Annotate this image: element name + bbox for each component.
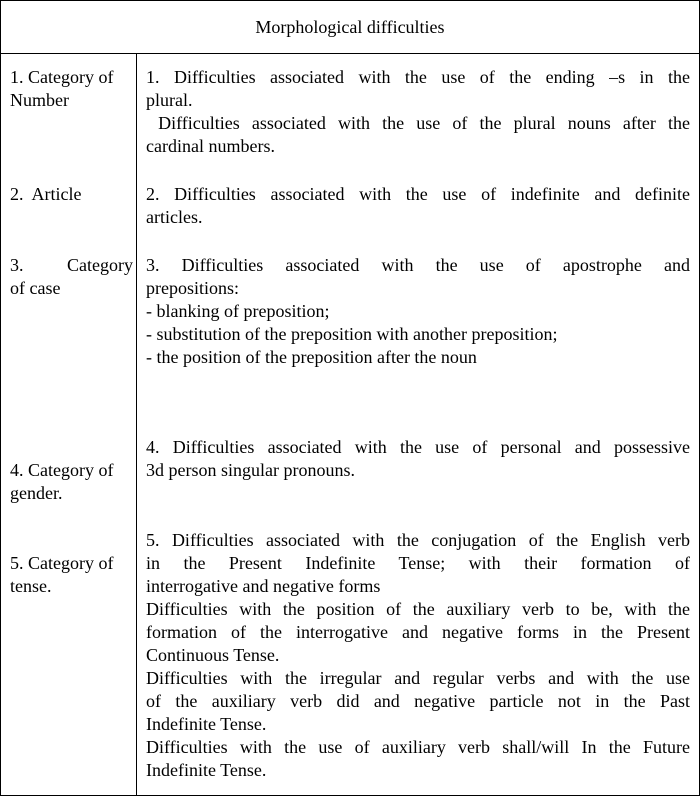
- description-line: - blanking of preposition;: [146, 301, 330, 321]
- category-line: 1. Category of: [10, 67, 114, 87]
- description-line: prepositions:: [146, 278, 239, 298]
- category-line: 5. Category of: [10, 553, 114, 573]
- description-line: 3. Difficulties associated with the use of apostrophe and: [146, 255, 690, 275]
- description-line: Difficulties with the irregular and regular verbs and with the use: [146, 668, 690, 688]
- table-title: Morphological difficulties: [255, 17, 445, 37]
- description-line: cardinal numbers.: [146, 136, 275, 156]
- category-cell: [10, 183, 133, 206]
- table-border-left: [0, 0, 1, 796]
- description-line: plural.: [146, 90, 193, 110]
- description-line: 2. Difficulties associated with the use of indefinite and definite: [146, 184, 690, 204]
- description-cell: [146, 436, 690, 482]
- description-line: - the position of the preposition after the noun: [146, 347, 477, 367]
- description-line: 1. Difficulties associated with the use of the ending –s in the: [146, 67, 690, 87]
- description-cell: [146, 529, 690, 782]
- column-divider: [136, 54, 137, 796]
- description-line: in the Present Indefinite Tense; with their formation of: [146, 553, 690, 573]
- description-line: - substitution of the preposition with another preposition;: [146, 324, 558, 344]
- category-line: of case: [10, 278, 61, 298]
- description-line: Difficulties associated with the use of the plural nouns after the: [146, 113, 690, 133]
- category-cell: [10, 552, 133, 598]
- description-line: articles.: [146, 207, 203, 227]
- description-line: Indefinite Tense.: [146, 714, 267, 734]
- category-cell: [10, 66, 133, 112]
- category-cell: [10, 459, 133, 505]
- category-line: gender.: [10, 483, 63, 503]
- category-line: tense.: [10, 576, 52, 596]
- description-cell: [146, 66, 690, 158]
- description-line: of the auxiliary verb did and negative particle not in the Past: [146, 691, 690, 711]
- description-line: 3d person singular pronouns.: [146, 460, 355, 480]
- description-line: Difficulties with the position of the auxiliary verb to be, with the: [146, 599, 690, 619]
- category-line: 3. Category: [10, 255, 133, 275]
- description-line: 5. Difficulties associated with the conjugation of the English verb: [146, 530, 690, 550]
- description-line: 4. Difficulties associated with the use of personal and possessive: [146, 437, 690, 457]
- description-line: Difficulties with the use of auxiliary verb shall/will In the Future: [146, 737, 690, 757]
- category-line: Number: [10, 90, 69, 110]
- description-line: Indefinite Tense.: [146, 760, 267, 780]
- description-line: formation of the interrogative and negative forms in the Present: [146, 622, 690, 642]
- category-line: 4. Category of: [10, 460, 114, 480]
- description-line: Continuous Tense.: [146, 645, 280, 665]
- category-cell: [10, 254, 133, 300]
- category-line: 2. Article: [10, 184, 82, 204]
- description-cell: [146, 183, 690, 229]
- description-line: interrogative and negative forms: [146, 576, 381, 596]
- description-cell: [146, 254, 690, 369]
